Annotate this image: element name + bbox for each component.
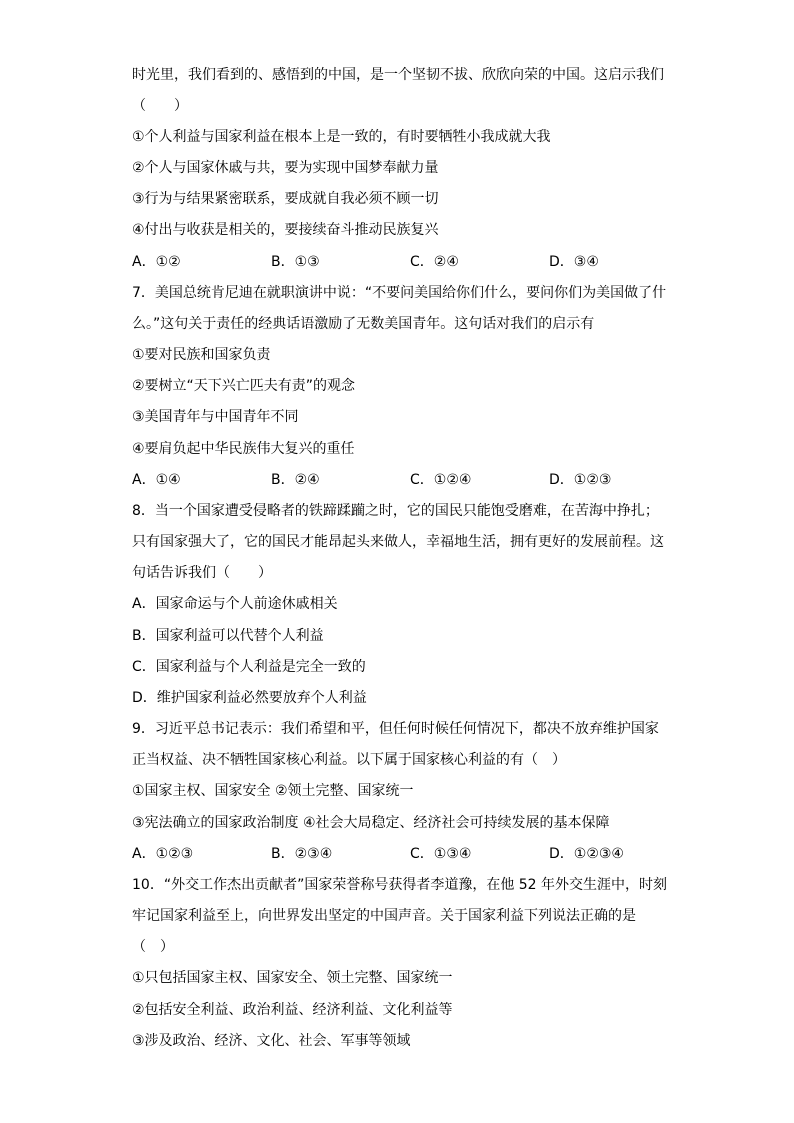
q8-stem-line-1: 8．当一个国家遭受侵略者的铁蹄蹂躏之时，它的国民只能饱受磨难，在苦海中挣扎；: [132, 503, 659, 519]
q7-stem-line-2: 么。”这句关于责任的经典话语激励了无数美国青年。这句话对我们的启示有: [132, 316, 595, 332]
q6-statement-4: ④付出与收获是相关的，要接续奋斗推动民族复兴: [132, 222, 439, 238]
q9-option-a: A．①②③: [132, 846, 194, 862]
q6-option-d: D．③④: [549, 254, 599, 270]
q10-stem-line-2: 牢记国家利益至上，向世界发出坚定的中国声音。关于国家利益下列说法正确的是: [132, 908, 636, 924]
q10-statement-3: ③涉及政治、经济、文化、社会、军事等领域: [132, 1033, 411, 1049]
q10-statement-2: ②包括安全利益、政治利益、经济利益、文化利益等: [132, 1002, 453, 1018]
q8-stem-line-3: 句话告诉我们（ ）: [132, 565, 272, 581]
q6-stem-line-1: 时光里，我们看到的、感悟到的中国，是一个坚韧不拔、欣欣向荣的中国。这启示我们: [132, 67, 664, 83]
q10-statement-1: ①只包括国家主权、国家安全、领土完整、国家统一: [132, 970, 453, 986]
q7-statement-1: ①要对民族和国家负责: [132, 347, 271, 363]
q7-statement-2: ②要树立“天下兴亡匹夫有责”的观念: [132, 378, 356, 394]
q7-statement-3: ③美国青年与中国青年不同: [132, 409, 299, 425]
q6-statement-1: ①个人利益与国家利益在根本上是一致的，有时要牺牲小我成就大我: [132, 129, 551, 145]
q6-statement-3: ③行为与结果紧密联系，要成就自我必须不顾一切: [132, 191, 439, 207]
q7-option-b: B．②④: [271, 472, 320, 488]
q9-stem-line-1: 9．习近平总书记表示：我们希望和平，但任何时候任何情况下，都决不放弃维护国家: [132, 721, 659, 737]
q9-option-c: C．①③④: [410, 846, 472, 862]
q8-option-a: A．国家命运与个人前途休戚相关: [132, 596, 338, 612]
q7-statement-4: ④要肩负起中华民族伟大复兴的重任: [132, 441, 355, 457]
q8-stem-line-2: 只有国家强大了，它的国民才能昂起头来做人，幸福地生活，拥有更好的发展前程。这: [132, 534, 664, 550]
q9-statement-3-4: ③宪法确立的国家政治制度 ④社会大局稳定、经济社会可持续发展的基本保障: [132, 815, 610, 831]
q7-option-d: D．①②③: [549, 472, 612, 488]
q6-option-c: C．②④: [410, 254, 459, 270]
q8-option-c: C．国家利益与个人利益是完全一致的: [132, 659, 366, 675]
q7-option-c: C．①②④: [410, 472, 472, 488]
q6-option-a: A．①②: [132, 254, 181, 270]
q6-stem-line-2: （ ）: [132, 98, 188, 114]
q10-stem-line-1: 10．“外交工作杰出贡献者”国家荣誉称号获得者李道豫，在他 52 年外交生涯中，时刻: [132, 877, 668, 893]
q9-option-d: D．①②③④: [549, 846, 624, 862]
q8-option-d: D．维护国家利益必然要放弃个人利益: [132, 690, 367, 706]
q7-option-a: A．①④: [132, 472, 181, 488]
q8-option-b: B．国家利益可以代替个人利益: [132, 628, 324, 644]
q7-stem-line-1: 7．美国总统肯尼迪在就职演讲中说：“不要问美国给你们什么，要问你们为美国做了什: [132, 285, 667, 301]
q9-stem-line-2: 正当权益、决不牺牲国家核心利益。以下属于国家核心利益的有（ ）: [132, 752, 566, 768]
q10-stem-line-3: （ ）: [132, 939, 174, 955]
q9-option-b: B．②③④: [271, 846, 333, 862]
q9-statement-1-2: ①国家主权、国家安全 ②领土完整、国家统一: [132, 783, 414, 799]
q6-option-b: B．①③: [271, 254, 320, 270]
q6-statement-2: ②个人与国家休戚与共，要为实现中国梦奉献力量: [132, 160, 439, 176]
